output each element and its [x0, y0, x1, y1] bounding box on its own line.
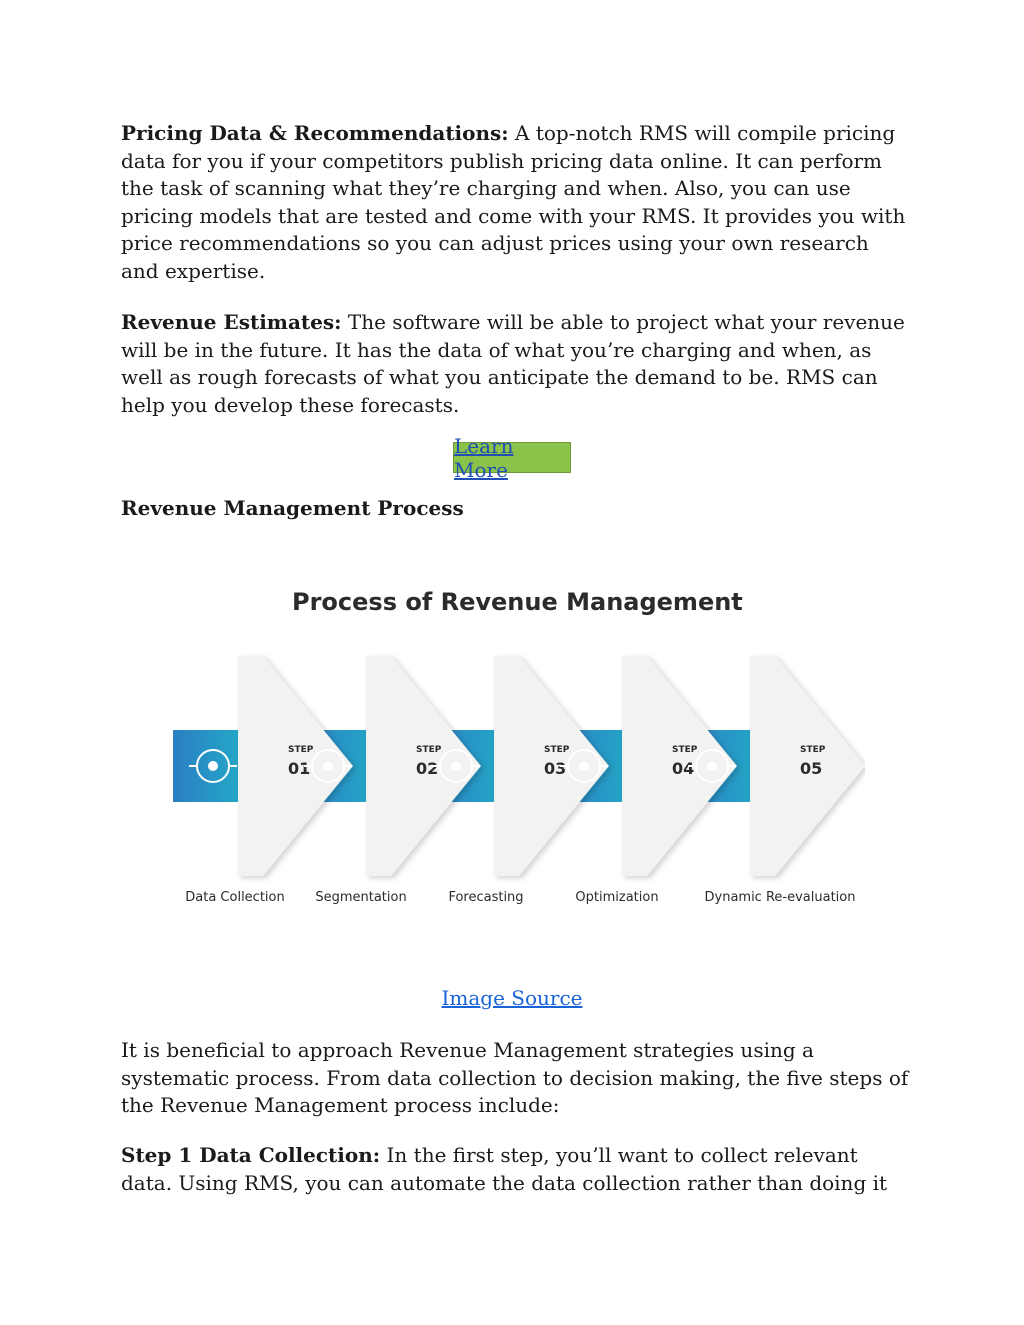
step-label-4: Optimization [575, 890, 659, 905]
process-intro-paragraph: It is beneficial to approach Revenue Management strategies using a systematic process. From data collection to decision making, the five steps of the Revenue Management process include: [121, 1038, 909, 1118]
step-label-5: Dynamic Re-evaluation [704, 890, 856, 905]
diagram-title: Process of Revenue Management [292, 588, 743, 616]
step-word-4: STEP [672, 745, 698, 755]
process-diagram [165, 548, 865, 928]
pricing-body: A top-notch RMS will compile pricing data for you if your competitors publish pricing data online. It can perform the task of scanning what they’re charging and when. Also, you can use pricing models that are tested and come with your RMS. It provides you with price recommendations so you can adjust prices using your own research and expertise. [121, 121, 906, 283]
step-number-5: 05 [800, 759, 823, 778]
image-source-link[interactable]: Image Source [441, 986, 583, 1010]
step1-paragraph [121, 1142, 911, 1197]
step1-heading: Step 1 Data Collection: [121, 1143, 381, 1167]
step-word-1: STEP [288, 745, 314, 755]
step-word-3: STEP [544, 745, 570, 755]
learn-more-button[interactable] [453, 433, 571, 482]
step-label-1: Data Collection [185, 890, 285, 905]
step-number-1: 01 [288, 759, 311, 778]
revenue-heading: Revenue Estimates: [121, 310, 342, 334]
steps-layer [173, 656, 865, 905]
revenue-paragraph [121, 309, 911, 419]
step-number-4: 04 [672, 759, 695, 778]
step-label-3: Forecasting [448, 890, 524, 905]
step1-body: In the first step, you’ll want to collect relevant data. Using RMS, you can automate the data collection rather than doing it [121, 1143, 888, 1195]
section-title: Revenue Management Process [121, 496, 464, 520]
step-word-2: STEP [416, 745, 442, 755]
step-number-2: 02 [416, 759, 439, 778]
step-word-5: STEP [800, 745, 826, 755]
pricing-paragraph [121, 120, 911, 286]
pricing-heading: Pricing Data & Recommendations: [121, 121, 509, 145]
step-number-3: 03 [544, 759, 567, 778]
revenue-body: The software will be able to project what your revenue will be in the future. It has the data of what you’re charging and when, as well as rough forecasts of what you anticipate the demand to be. RMS can help you develop these forecasts. [121, 310, 905, 417]
step-label-2: Segmentation [315, 890, 407, 905]
learn-more-link[interactable]: Learn More [454, 433, 514, 482]
